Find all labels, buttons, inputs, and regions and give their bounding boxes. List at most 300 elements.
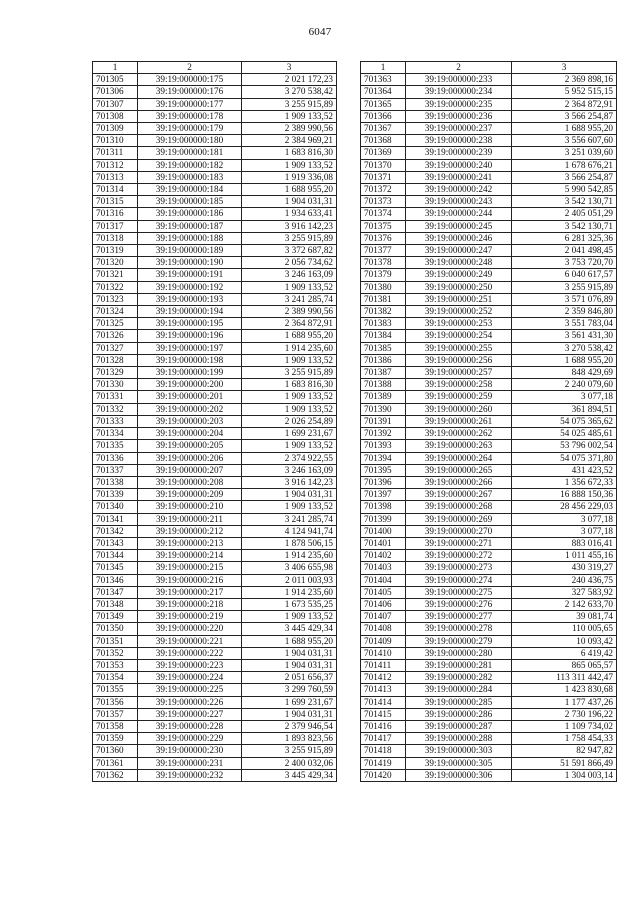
row-number: 701387 [361,367,406,379]
row-number: 701322 [93,281,138,293]
cadastral-value: 1 914 235,60 [242,586,337,598]
cadastral-number: 39:19:000000:303 [406,745,512,757]
table-row [361,159,617,171]
row-number: 701385 [361,342,406,354]
cadastral-value: 1 904 031,31 [242,647,337,659]
cadastral-value: 5 952 515,15 [512,86,617,98]
row-number: 701381 [361,293,406,305]
table-row [93,318,337,330]
table-row [361,745,617,757]
cadastral-number: 39:19:000000:210 [138,501,242,513]
table-row [361,684,617,696]
cadastral-number: 39:19:000000:192 [138,281,242,293]
cadastral-number: 39:19:000000:263 [406,440,512,452]
cadastral-number: 39:19:000000:198 [138,354,242,366]
cadastral-number: 39:19:000000:250 [406,281,512,293]
cadastral-number: 39:19:000000:207 [138,464,242,476]
cadastral-value: 3 556 607,60 [512,135,617,147]
row-number: 701368 [361,135,406,147]
cadastral-value: 16 888 150,36 [512,489,617,501]
cadastral-number: 39:19:000000:230 [138,745,242,757]
cadastral-value: 1 909 133,52 [242,501,337,513]
table-row [93,379,337,391]
cadastral-number: 39:19:000000:231 [138,757,242,769]
cadastral-number: 39:19:000000:244 [406,208,512,220]
cadastral-value: 2 142 633,70 [512,598,617,610]
row-number: 701416 [361,720,406,732]
cadastral-value: 4 124 941,74 [242,525,337,537]
row-number: 701328 [93,354,138,366]
row-number: 701306 [93,86,138,98]
table-row [361,379,617,391]
cadastral-number: 39:19:000000:182 [138,159,242,171]
cadastral-value: 2 364 872,91 [242,318,337,330]
table-header-row [93,62,337,74]
row-number: 701310 [93,135,138,147]
row-number: 701420 [361,769,406,781]
row-number: 701335 [93,440,138,452]
cadastral-value: 3 270 538,42 [512,342,617,354]
table-row [361,537,617,549]
cadastral-value: 3 566 254,87 [512,171,617,183]
table-row [361,354,617,366]
table-row [361,281,617,293]
cadastral-value: 1 893 823,56 [242,733,337,745]
table-row [361,196,617,208]
row-number: 701392 [361,428,406,440]
row-number: 701345 [93,562,138,574]
table-row [93,696,337,708]
table-row [361,476,617,488]
table-row [361,708,617,720]
table-row [361,635,617,647]
cadastral-value: 54 075 371,80 [512,452,617,464]
table-row [361,306,617,318]
cadastral-value: 6 281 325,36 [512,232,617,244]
cadastral-table-right [360,61,617,782]
cadastral-value: 1 909 133,52 [242,281,337,293]
row-number: 701307 [93,98,138,110]
cadastral-value: 1 914 235,60 [242,342,337,354]
cadastral-value: 3 246 163,09 [242,269,337,281]
cadastral-value: 3 753 720,70 [512,257,617,269]
row-number: 701315 [93,196,138,208]
cadastral-number: 39:19:000000:286 [406,708,512,720]
cadastral-number: 39:19:000000:179 [138,123,242,135]
table-row [93,464,337,476]
row-number: 701367 [361,123,406,135]
cadastral-value: 3 445 429,34 [242,769,337,781]
cadastral-number: 39:19:000000:281 [406,659,512,671]
header-col-1: 1 [93,62,138,74]
cadastral-number: 39:19:000000:288 [406,733,512,745]
row-number: 701409 [361,635,406,647]
cadastral-value: 10 093,42 [512,635,617,647]
row-number: 701369 [361,147,406,159]
row-number: 701408 [361,623,406,635]
cadastral-value: 3 255 915,89 [242,232,337,244]
cadastral-number: 39:19:000000:227 [138,708,242,720]
cadastral-value: 54 025 485,61 [512,428,617,440]
cadastral-value: 1 688 955,20 [242,184,337,196]
cadastral-number: 39:19:000000:232 [138,769,242,781]
cadastral-value: 3 077,18 [512,513,617,525]
cadastral-number: 39:19:000000:178 [138,110,242,122]
cadastral-number: 39:19:000000:215 [138,562,242,574]
cadastral-value: 2 056 734,62 [242,257,337,269]
cadastral-number: 39:19:000000:240 [406,159,512,171]
table-row [93,550,337,562]
cadastral-number: 39:19:000000:254 [406,330,512,342]
table-row [93,367,337,379]
table-row [93,513,337,525]
row-number: 701341 [93,513,138,525]
row-number: 701379 [361,269,406,281]
row-number: 701384 [361,330,406,342]
cadastral-value: 113 311 442,47 [512,672,617,684]
table-row [361,428,617,440]
row-number: 701366 [361,110,406,122]
cadastral-number: 39:19:000000:253 [406,318,512,330]
table-row [93,733,337,745]
cadastral-number: 39:19:000000:197 [138,342,242,354]
cadastral-number: 39:19:000000:241 [406,171,512,183]
cadastral-value: 327 583,92 [512,586,617,598]
cadastral-table-left [92,61,337,782]
cadastral-value: 1 909 133,52 [242,354,337,366]
cadastral-number: 39:19:000000:260 [406,403,512,415]
cadastral-number: 39:19:000000:271 [406,537,512,549]
table-row [93,611,337,623]
row-number: 701373 [361,196,406,208]
cadastral-number: 39:19:000000:206 [138,452,242,464]
cadastral-value: 3 551 783,04 [512,318,617,330]
cadastral-number: 39:19:000000:201 [138,391,242,403]
cadastral-value: 865 065,57 [512,659,617,671]
cadastral-value: 3 255 915,89 [242,367,337,379]
table-row [361,220,617,232]
row-number: 701364 [361,86,406,98]
cadastral-value: 53 796 002,54 [512,440,617,452]
cadastral-number: 39:19:000000:277 [406,611,512,623]
cadastral-number: 39:19:000000:237 [406,123,512,135]
cadastral-value: 1 688 955,20 [242,635,337,647]
cadastral-number: 39:19:000000:211 [138,513,242,525]
cadastral-number: 39:19:000000:246 [406,232,512,244]
cadastral-number: 39:19:000000:229 [138,733,242,745]
table-row [93,525,337,537]
row-number: 701347 [93,586,138,598]
row-number: 701314 [93,184,138,196]
cadastral-value: 82 947,82 [512,745,617,757]
table-row [93,537,337,549]
table-row [361,415,617,427]
row-number: 701418 [361,745,406,757]
cadastral-value: 1 909 133,52 [242,403,337,415]
table-row [361,623,617,635]
table-row [361,269,617,281]
table-row [93,598,337,610]
row-number: 701410 [361,647,406,659]
table-row [93,574,337,586]
cadastral-number: 39:19:000000:204 [138,428,242,440]
table-row [361,586,617,598]
row-number: 701417 [361,733,406,745]
row-number: 701320 [93,257,138,269]
row-number: 701329 [93,367,138,379]
row-number: 701332 [93,403,138,415]
table-row [93,123,337,135]
cadastral-number: 39:19:000000:186 [138,208,242,220]
cadastral-number: 39:19:000000:203 [138,415,242,427]
row-number: 701412 [361,672,406,684]
row-number: 701321 [93,269,138,281]
cadastral-value: 2 359 846,80 [512,306,617,318]
table-row [93,245,337,257]
table-row [93,147,337,159]
cadastral-number: 39:19:000000:223 [138,659,242,671]
table-row [93,672,337,684]
cadastral-number: 39:19:000000:233 [406,74,512,86]
row-number: 701383 [361,318,406,330]
table-row [93,586,337,598]
header-col-2: 2 [138,62,242,74]
table-row [93,74,337,86]
cadastral-number: 39:19:000000:262 [406,428,512,440]
row-number: 701414 [361,696,406,708]
table-row [361,123,617,135]
row-number: 701308 [93,110,138,122]
row-number: 701349 [93,611,138,623]
cadastral-number: 39:19:000000:181 [138,147,242,159]
row-number: 701378 [361,257,406,269]
cadastral-value: 430 319,27 [512,562,617,574]
cadastral-number: 39:19:000000:217 [138,586,242,598]
cadastral-value: 1 688 955,20 [512,123,617,135]
table-row [93,720,337,732]
row-number: 701309 [93,123,138,135]
table-row [361,647,617,659]
row-number: 701318 [93,232,138,244]
cadastral-number: 39:19:000000:235 [406,98,512,110]
cadastral-value: 2 405 051,29 [512,208,617,220]
table-row [361,184,617,196]
table-row [361,696,617,708]
cadastral-number: 39:19:000000:184 [138,184,242,196]
row-number: 701337 [93,464,138,476]
cadastral-number: 39:19:000000:214 [138,550,242,562]
table-row [93,110,337,122]
cadastral-value: 3 406 655,98 [242,562,337,574]
cadastral-value: 1 919 336,08 [242,171,337,183]
cadastral-value: 2 240 079,60 [512,379,617,391]
row-number: 701358 [93,720,138,732]
cadastral-number: 39:19:000000:200 [138,379,242,391]
cadastral-number: 39:19:000000:266 [406,476,512,488]
row-number: 701372 [361,184,406,196]
cadastral-value: 1 904 031,31 [242,708,337,720]
cadastral-value: 5 990 542,85 [512,184,617,196]
cadastral-value: 3 246 163,09 [242,464,337,476]
table-row [361,659,617,671]
cadastral-value: 3 372 687,82 [242,245,337,257]
cadastral-number: 39:19:000000:258 [406,379,512,391]
cadastral-number: 39:19:000000:285 [406,696,512,708]
table-row [93,623,337,635]
cadastral-value: 1 688 955,20 [512,354,617,366]
cadastral-number: 39:19:000000:212 [138,525,242,537]
table-row [361,513,617,525]
row-number: 701388 [361,379,406,391]
cadastral-value: 848 429,69 [512,367,617,379]
table-row [361,598,617,610]
table-row [361,367,617,379]
table-row [93,171,337,183]
cadastral-number: 39:19:000000:279 [406,635,512,647]
cadastral-value: 1 699 231,67 [242,428,337,440]
header-col-3: 3 [242,62,337,74]
cadastral-number: 39:19:000000:187 [138,220,242,232]
table-row [93,342,337,354]
cadastral-value: 3 445 429,34 [242,623,337,635]
cadastral-value: 3 241 285,74 [242,513,337,525]
cadastral-value: 3 270 538,42 [242,86,337,98]
row-number: 701405 [361,586,406,598]
row-number: 701391 [361,415,406,427]
row-number: 701361 [93,757,138,769]
table-row [361,318,617,330]
cadastral-value: 3 571 076,89 [512,293,617,305]
cadastral-value: 1 304 003,14 [512,769,617,781]
row-number: 701395 [361,464,406,476]
row-number: 701396 [361,476,406,488]
table-row [361,135,617,147]
table-row [361,342,617,354]
cadastral-number: 39:19:000000:256 [406,354,512,366]
cadastral-number: 39:19:000000:222 [138,647,242,659]
cadastral-value: 2 364 872,91 [512,98,617,110]
row-number: 701325 [93,318,138,330]
table-row [361,720,617,732]
row-number: 701330 [93,379,138,391]
cadastral-number: 39:19:000000:255 [406,342,512,354]
cadastral-value: 1 683 816,30 [242,379,337,391]
table-row [93,208,337,220]
cadastral-value: 2 730 196,22 [512,708,617,720]
cadastral-value: 2 011 003,93 [242,574,337,586]
row-number: 701400 [361,525,406,537]
table-row [361,98,617,110]
cadastral-number: 39:19:000000:272 [406,550,512,562]
cadastral-number: 39:19:000000:239 [406,147,512,159]
table-row [93,330,337,342]
table-row [361,403,617,415]
cadastral-number: 39:19:000000:225 [138,684,242,696]
cadastral-number: 39:19:000000:176 [138,86,242,98]
table-row [93,306,337,318]
cadastral-number: 39:19:000000:274 [406,574,512,586]
table-row [361,391,617,403]
row-number: 701355 [93,684,138,696]
row-number: 701402 [361,550,406,562]
row-number: 701371 [361,171,406,183]
cadastral-value: 2 021 172,23 [242,74,337,86]
table-row [361,245,617,257]
row-number: 701336 [93,452,138,464]
table-row [93,708,337,720]
table-row [361,611,617,623]
cadastral-number: 39:19:000000:284 [406,684,512,696]
cadastral-value: 1 904 031,31 [242,659,337,671]
table-row [93,745,337,757]
table-row [93,86,337,98]
row-number: 701386 [361,354,406,366]
cadastral-value: 3 077,18 [512,525,617,537]
cadastral-number: 39:19:000000:245 [406,220,512,232]
cadastral-value: 1 909 133,52 [242,110,337,122]
cadastral-value: 2 369 898,16 [512,74,617,86]
cadastral-value: 28 456 229,03 [512,501,617,513]
table-row [361,74,617,86]
cadastral-value: 3 241 285,74 [242,293,337,305]
cadastral-number: 39:19:000000:177 [138,98,242,110]
table-row [361,525,617,537]
row-number: 701399 [361,513,406,525]
table-row [361,489,617,501]
table-row [361,330,617,342]
cadastral-number: 39:19:000000:183 [138,171,242,183]
table-row [361,757,617,769]
cadastral-number: 39:19:000000:208 [138,476,242,488]
cadastral-number: 39:19:000000:243 [406,196,512,208]
page-number: 6047 [308,26,332,38]
row-number: 701403 [361,562,406,574]
cadastral-value: 2 389 990,56 [242,123,337,135]
row-number: 701351 [93,635,138,647]
table-row [93,440,337,452]
table-row [93,757,337,769]
row-number: 701404 [361,574,406,586]
table-row [93,159,337,171]
cadastral-value: 3 916 142,23 [242,220,337,232]
cadastral-number: 39:19:000000:280 [406,647,512,659]
row-number: 701346 [93,574,138,586]
cadastral-number: 39:19:000000:278 [406,623,512,635]
row-number: 701357 [93,708,138,720]
table-row [93,489,337,501]
row-number: 701359 [93,733,138,745]
row-number: 701348 [93,598,138,610]
row-number: 701305 [93,74,138,86]
table-row [361,562,617,574]
cadastral-number: 39:19:000000:195 [138,318,242,330]
row-number: 701406 [361,598,406,610]
cadastral-number: 39:19:000000:273 [406,562,512,574]
table-row [361,452,617,464]
cadastral-value: 3 299 760,59 [242,684,337,696]
cadastral-value: 3 251 039,60 [512,147,617,159]
cadastral-number: 39:19:000000:218 [138,598,242,610]
cadastral-number: 39:19:000000:220 [138,623,242,635]
cadastral-value: 1 914 235,60 [242,550,337,562]
cadastral-value: 3 916 142,23 [242,476,337,488]
cadastral-value: 1 758 454,33 [512,733,617,745]
table-row [93,635,337,647]
row-number: 701352 [93,647,138,659]
cadastral-value: 1 678 676,21 [512,159,617,171]
cadastral-value: 3 255 915,89 [242,745,337,757]
cadastral-value: 3 255 915,89 [242,98,337,110]
